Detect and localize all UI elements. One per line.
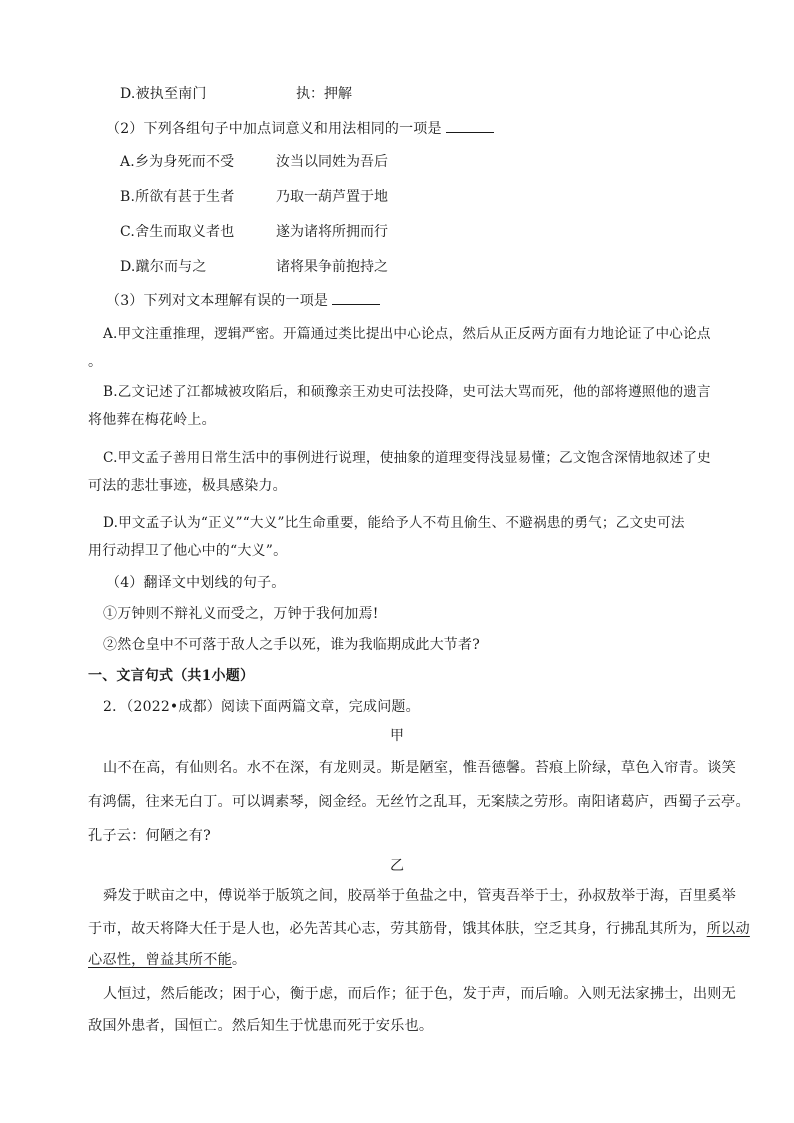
underlined-sentence-part1: 所以动 <box>706 921 750 937</box>
underlined-sentence-part2: 心忍性，曾益其所不能 <box>88 952 232 968</box>
q3-option-b-line1: B.乙文记述了江都城被攻陷后，和硕豫亲王劝史可法投降，史可法大骂而死，他的部将遵照他的遗言 <box>103 384 711 400</box>
q2-option-c-pair: 遂为诸将所拥而行 <box>276 224 388 240</box>
q3-option-c-line2: 可法的悲壮事迹，极具感染力。 <box>88 478 287 494</box>
q2-option-d-pair: 诸将果争前抱持之 <box>276 259 388 275</box>
q2-option-c: C.舍生而取义者也 <box>120 224 235 240</box>
answer-blank[interactable] <box>332 290 380 305</box>
q3-option-a-line1: A.甲文注重推理，逻辑严密。开篇通过类比提出中心论点，然后从正反两方面有力地论证了中心论点 <box>103 326 711 342</box>
passage-yi-line2: 于市，故天将降大任于是人也，必先苦其心志，劳其筋骨，饿其体肤，空乏其身，行拂乱其所为，所以动 <box>88 921 750 937</box>
passage-jia-title: 甲 <box>390 728 404 744</box>
q3-option-d-line2: 用行动捍卫了他心中的“大义”。 <box>88 543 288 559</box>
passage-jia-line3: 孔子云：何陋之有? <box>88 828 211 844</box>
passage-yi-line1: 舜发于畎亩之中，傅说举于版筑之间，胶鬲举于鱼盐之中，管夷吾举于士，孙叔敖举于海，百里奚举 <box>103 888 737 904</box>
q3-option-a-line2: 。 <box>88 354 103 370</box>
q3-stem: （3）下列对文本理解有误的一项是 <box>106 290 380 311</box>
q4-stem: （4）翻译文中划线的句子。 <box>106 575 286 591</box>
passage-jia-line1: 山不在高，有仙则名。水不在深，有龙则灵。斯是陋室，惟吾德馨。苔痕上阶绿，草色入帘青。谈笑 <box>103 760 737 776</box>
q3-option-d-line1: D.甲文孟子认为“正义”“大义”比生命重要，能给予人不苟且偷生、不避祸患的勇气；乙文史可法 <box>103 515 685 531</box>
q1-option-d-note: 执：押解 <box>296 86 352 102</box>
q5-stem: 2．（2022•成都）阅读下面两篇文章，完成问题。 <box>103 699 420 715</box>
q3-option-c-line1: C.甲文孟子善用日常生活中的事例进行说理，使抽象的道理变得浅显易懂；乙文饱含深情地叙述了史 <box>103 450 711 466</box>
passage-yi-line5: 敌国外患者，国恒亡。然后知生于忧患而死于安乐也。 <box>88 1018 434 1034</box>
answer-blank[interactable] <box>446 118 494 133</box>
q4-sentence-1: ①万钟则不辩礼义而受之，万钟于我何加焉! <box>103 606 379 622</box>
q2-stem: （2）下列各组句子中加点词意义和用法相同的一项是 <box>106 118 494 139</box>
passage-yi-line3: 心忍性，曾益其所不能。 <box>88 952 247 968</box>
q2-option-a: A.乡为身死而不受 <box>120 154 235 170</box>
passage-yi-line4: 人恒过，然后能改；困于心，衡于虑，而后作；征于色，发于声，而后喻。入则无法家拂士，出则无 <box>103 986 737 1002</box>
q3-option-b-line2: 将他葬在梅花岭上。 <box>88 412 216 428</box>
section-heading: 一、文言句式（共1小题） <box>88 668 255 684</box>
q4-sentence-2: ②然仓皇中不可落于敌人之手以死，谁为我临期成此大节者? <box>103 637 480 653</box>
q2-option-b-pair: 乃取一葫芦置于地 <box>276 189 388 205</box>
q2-option-b: B.所欲有甚于生者 <box>120 189 235 205</box>
q1-option-d: D.被执至南门 <box>120 86 207 102</box>
passage-jia-line2: 有鸿儒，往来无白丁。可以调素琴，阅金经。无丝竹之乱耳，无案牍之劳形。南阳诸葛庐，西蜀子云亭。 <box>88 794 750 810</box>
q2-option-d: D.蹴尔而与之 <box>120 259 207 275</box>
passage-yi-title: 乙 <box>390 858 404 874</box>
q2-option-a-pair: 汝当以同姓为吾后 <box>276 154 388 170</box>
